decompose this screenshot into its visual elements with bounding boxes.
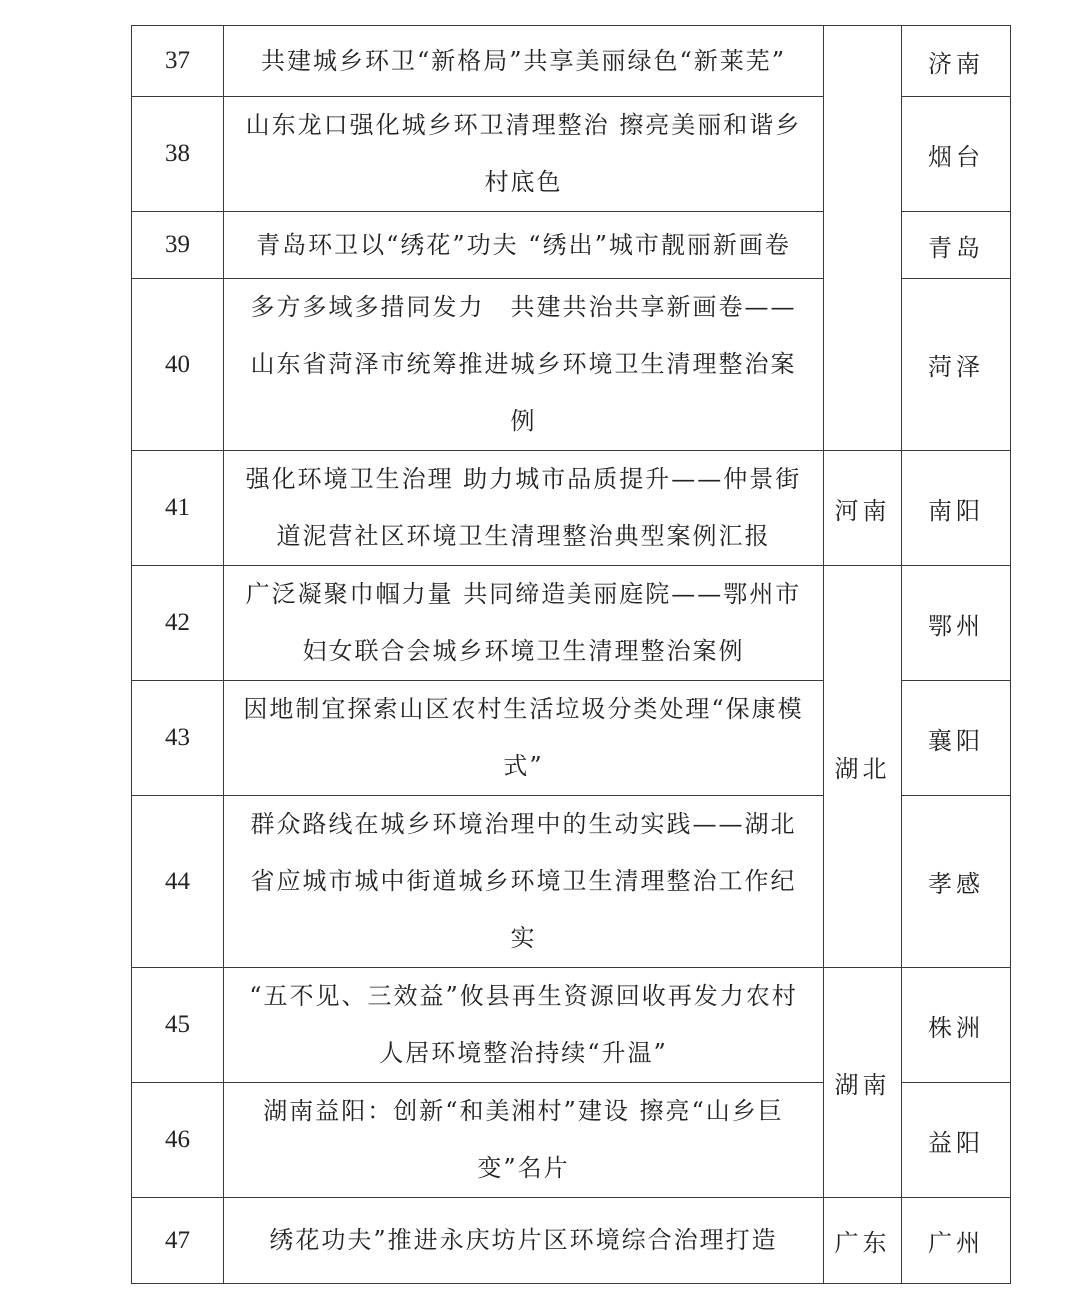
case-title-text: 广泛凝聚巾帼力量 共同缔造美丽庭院——鄂州市妇女联合会城乡环境卫生清理整治案例	[245, 580, 802, 665]
row-number: 42	[132, 566, 224, 681]
case-title	[224, 451, 824, 566]
city-cell: 烟台	[902, 97, 1011, 212]
city-cell: 株洲	[902, 968, 1011, 1083]
table-row	[132, 451, 1011, 566]
row-number: 41	[132, 451, 224, 566]
province-cell: 湖北	[824, 566, 902, 968]
case-title	[224, 968, 824, 1083]
province-cell: 河南	[824, 451, 902, 566]
case-title	[224, 26, 824, 97]
case-title-text: 绣花功夫”推进永庆坊片区环境综合治理打造	[269, 1226, 778, 1254]
case-title-text: 强化环境卫生治理 助力城市品质提升——仲景街道泥营社区环境卫生清理整治典型案例汇报	[245, 465, 802, 550]
city-cell: 济南	[902, 26, 1011, 97]
case-title	[224, 1083, 824, 1198]
table-row	[132, 26, 1011, 97]
row-number: 47	[132, 1198, 224, 1284]
case-title-text: 因地制宜探索山区农村生活垃圾分类处理“保康模式”	[243, 695, 804, 780]
case-title-text: 多方多域多措同发力 共建共治共享新画卷——山东省菏泽市统筹推进城乡环境卫生清理整治案例	[250, 293, 797, 435]
table-row	[132, 566, 1011, 681]
case-list-table	[131, 25, 1011, 1284]
case-title	[224, 212, 824, 279]
city-cell: 青岛	[902, 212, 1011, 279]
city-cell: 广州	[902, 1198, 1011, 1284]
province-cell: 湖南	[824, 968, 902, 1198]
city-cell: 菏泽	[902, 279, 1011, 451]
row-number: 39	[132, 212, 224, 279]
row-number: 38	[132, 97, 224, 212]
case-title-text: 山东龙口强化城乡环卫清理整治 擦亮美丽和谐乡村底色	[245, 111, 802, 196]
row-number: 45	[132, 968, 224, 1083]
case-title	[224, 279, 824, 451]
case-title-text: 湖南益阳：创新“和美湘村”建设 擦亮“山乡巨变”名片	[263, 1097, 784, 1182]
row-number: 43	[132, 681, 224, 796]
case-title-text: “五不见、三效益”攸县再生资源回收再发力农村人居环境整治持续“升温”	[249, 982, 798, 1067]
row-number: 44	[132, 796, 224, 968]
row-number: 40	[132, 279, 224, 451]
table-row	[132, 1198, 1011, 1284]
case-title-text: 青岛环卫以“绣花”功夫 “绣出”城市靓丽新画卷	[256, 230, 791, 259]
city-cell: 孝感	[902, 796, 1011, 968]
city-cell: 南阳	[902, 451, 1011, 566]
case-title-text: 共建城乡环卫“新格局”共享美丽绿色“新莱芜”	[260, 46, 787, 75]
row-number: 46	[132, 1083, 224, 1198]
case-title	[224, 796, 824, 968]
row-number: 37	[132, 26, 224, 97]
case-title	[224, 681, 824, 796]
province-cell: 广东	[824, 1198, 902, 1284]
province-cell-shandong	[824, 26, 902, 451]
city-cell: 益阳	[902, 1083, 1011, 1198]
city-cell: 鄂州	[902, 566, 1011, 681]
case-title-text: 群众路线在城乡环境治理中的生动实践——湖北省应城市城中街道城乡环境卫生清理整治工作纪实	[250, 810, 797, 952]
case-title	[224, 97, 824, 212]
case-title	[224, 1198, 824, 1284]
case-title	[224, 566, 824, 681]
city-cell: 襄阳	[902, 681, 1011, 796]
table-row	[132, 968, 1011, 1083]
